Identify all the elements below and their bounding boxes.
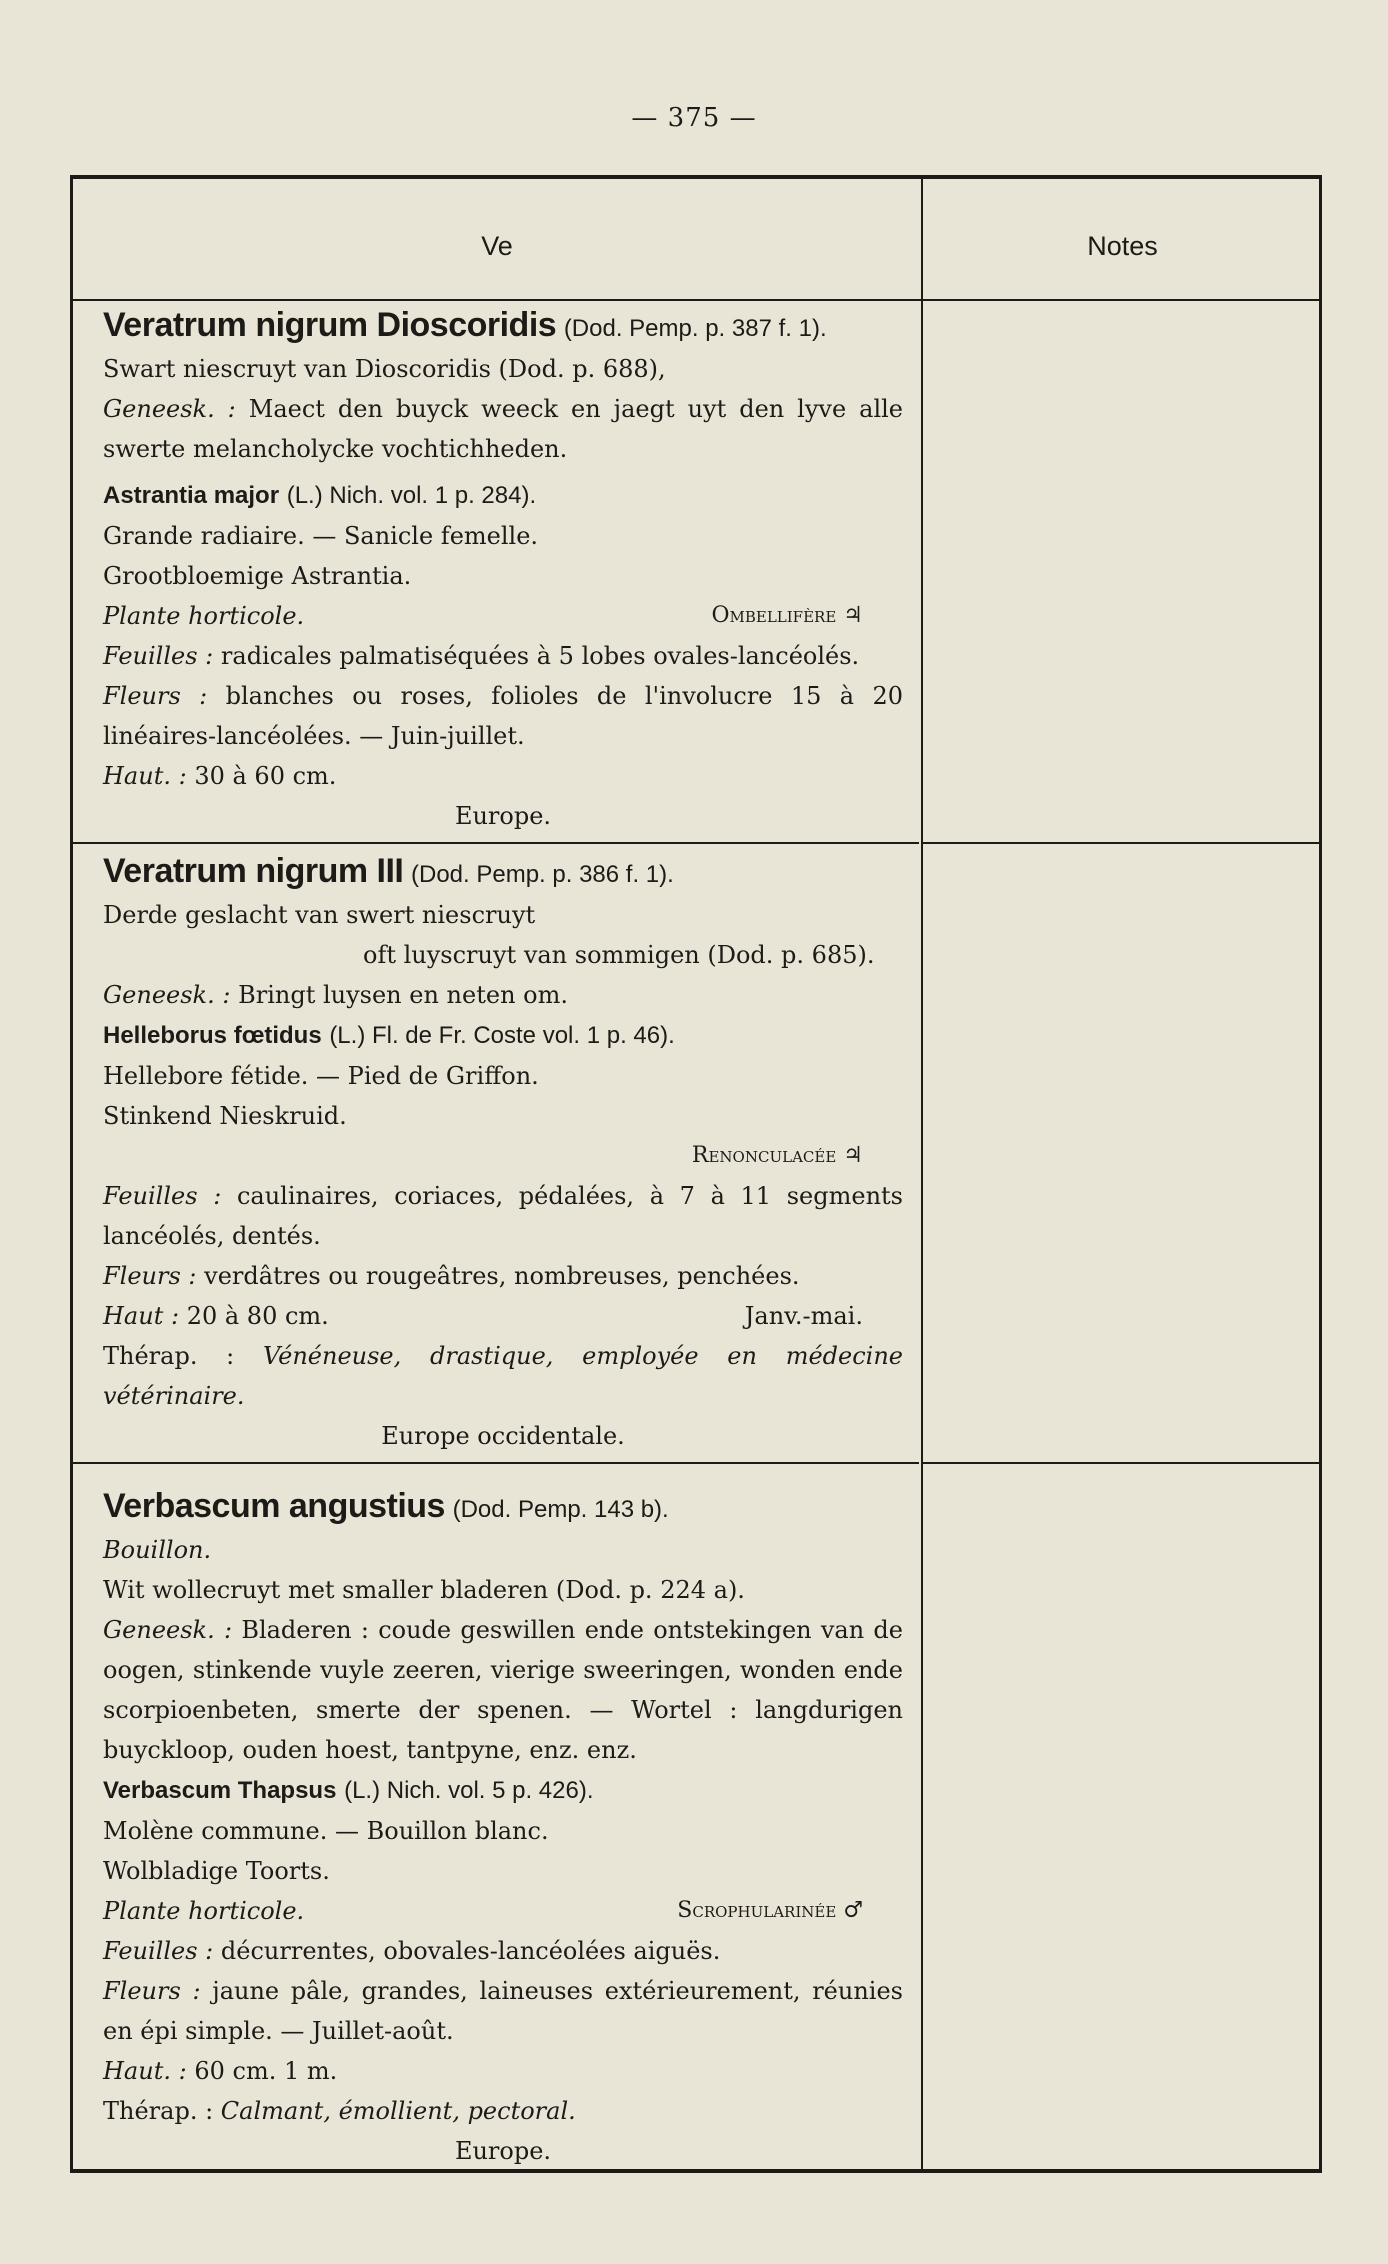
french-synonym: Bouillon. <box>103 1536 212 1564</box>
region: Europe. <box>454 2137 552 2165</box>
entry-veratrum-iii <box>103 851 903 1456</box>
feuilles-text: caulinaires, coriaces, pédalées, à 7 à 11 segments lancéolés, dentés. <box>103 1182 903 1250</box>
fleurs-label: Fleurs : <box>103 1977 201 2005</box>
fleurs-text: blanches ou roses, folioles de l'involucre 15 à 20 linéaires-lancéolées. — Juin-juillet. <box>103 682 903 750</box>
species-name: Verbascum Thapsus <box>103 1777 337 1804</box>
haut-label: Haut. : <box>103 762 187 790</box>
geneesk-text: Bringt luysen en neten om. <box>238 981 568 1009</box>
entry-reference: (Dod. Pemp. p. 386 f. 1). <box>411 861 674 888</box>
fleurs-label: Fleurs : <box>103 1262 197 1290</box>
species-name: Astrantia major <box>103 482 280 509</box>
species-reference: (L.) Nich. vol. 5 p. 426). <box>344 1777 594 1804</box>
geneesk-label: Geneesk. : <box>103 1616 233 1644</box>
dutch-common-name: Grootbloemige Astrantia. <box>103 562 412 590</box>
notes-divider <box>923 1462 1319 1464</box>
fleurs-label: Fleurs : <box>103 682 208 710</box>
dutch-name-cont: oft luyscruyt van sommigen (Dod. p. 685). <box>363 941 875 969</box>
haut-text: 30 à 60 cm. <box>194 762 337 790</box>
geneesk-label: Geneesk. : <box>103 981 231 1009</box>
entry-reference: (Dod. Pemp. 143 b). <box>452 1496 669 1523</box>
dutch-name: Derde geslacht van swert niescruyt <box>103 901 536 929</box>
feuilles-text: radicales palmatiséquées à 5 lobes ovales-lancéolés. <box>220 642 860 670</box>
therap-text: Vénéneuse, drastique, employée en médecine vétérinaire. <box>103 1342 903 1410</box>
feuilles-label: Feuilles : <box>103 1182 222 1210</box>
entry-divider <box>73 1462 919 1464</box>
therap-text: Calmant, émollient, pectoral. <box>220 2097 576 2125</box>
feuilles-text: décurrentes, obovales-lancéolées aiguës. <box>220 1937 721 1965</box>
header-ve: Ve <box>481 231 513 261</box>
flowering-period: Janv.-mai. <box>744 1302 863 1330</box>
species-name: Helleborus fœtidus <box>103 1022 322 1049</box>
page-number: — 375 — <box>631 103 757 133</box>
haut-text: 60 cm. 1 m. <box>194 2057 338 2085</box>
species-reference: (L.) Nich. vol. 1 p. 284). <box>286 482 537 509</box>
entry-divider <box>73 842 919 844</box>
entry-title: Veratrum nigrum Dioscoridis <box>103 306 557 344</box>
entry-verbascum-angustius <box>103 1486 903 2171</box>
dutch-name: Swart niescruyt van Dioscoridis (Dod. p. 688), <box>103 355 666 383</box>
fleurs-text: verdâtres ou rougeâtres, nombreuses, penchées. <box>204 1262 800 1290</box>
dutch-common-name: Stinkend Nieskruid. <box>103 1102 347 1130</box>
dutch-name: Wit wollecruyt met smaller bladeren (Dod. p. 224 a). <box>103 1576 745 1604</box>
family-name: Ombellifère ♃ <box>711 603 863 628</box>
therap-label: Thérap. : <box>103 2097 214 2125</box>
header-notes: Notes <box>1087 231 1158 261</box>
feuilles-label: Feuilles : <box>103 642 214 670</box>
plant-type: Plante horticole. <box>103 1897 305 1925</box>
fleurs-text: jaune pâle, grandes, laineuses extérieurement, réunies en épi simple. — Juillet-août. <box>103 1977 903 2045</box>
column-divider <box>921 179 923 2169</box>
entry-veratrum-dioscoridis <box>103 301 903 836</box>
herbal-table <box>70 175 1322 2173</box>
region: Europe occidentale. <box>381 1422 625 1450</box>
plant-type: Plante horticole. <box>103 602 305 630</box>
family-name: Scrophularinée ♂ <box>677 1898 863 1923</box>
notes-divider <box>923 842 1319 844</box>
french-name: Grande radiaire. — Sanicle femelle. <box>103 522 539 550</box>
french-name: Molène commune. — Bouillon blanc. <box>103 1817 549 1845</box>
entry-reference: (Dod. Pemp. p. 387 f. 1). <box>563 315 827 342</box>
geneesk-text: Maect den buyck weeck en jaegt uyt den lyve alle swerte melancholycke vochtichheden. <box>103 395 903 463</box>
haut-label: Haut. : <box>103 2057 187 2085</box>
haut-text: 20 à 80 cm. <box>186 1302 329 1330</box>
region: Europe. <box>454 802 552 830</box>
dutch-common-name: Wolbladige Toorts. <box>103 1857 330 1885</box>
family-name: Renonculacée ♃ <box>691 1143 863 1168</box>
haut-label: Haut : <box>103 1302 180 1330</box>
feuilles-label: Feuilles : <box>103 1937 214 1965</box>
french-name: Hellebore fétide. — Pied de Griffon. <box>103 1062 539 1090</box>
entry-title: Veratrum nigrum III <box>103 852 404 890</box>
species-reference: (L.) Fl. de Fr. Coste vol. 1 p. 46). <box>329 1022 675 1049</box>
entry-title: Verbascum angustius <box>103 1487 445 1525</box>
therap-label: Thérap. : <box>103 1342 235 1370</box>
geneesk-label: Geneesk. : <box>103 395 236 423</box>
geneesk-text: Bladeren : coude geswillen ende ontstekingen van de oogen, stinkende vuyle zeeren, vierige sweeringen, wonden ende scorpioenbeten, smerte der spenen. — Wortel : langdurigen buyckloop, ouden hoest, tantpyne, enz. enz. <box>103 1616 903 1764</box>
